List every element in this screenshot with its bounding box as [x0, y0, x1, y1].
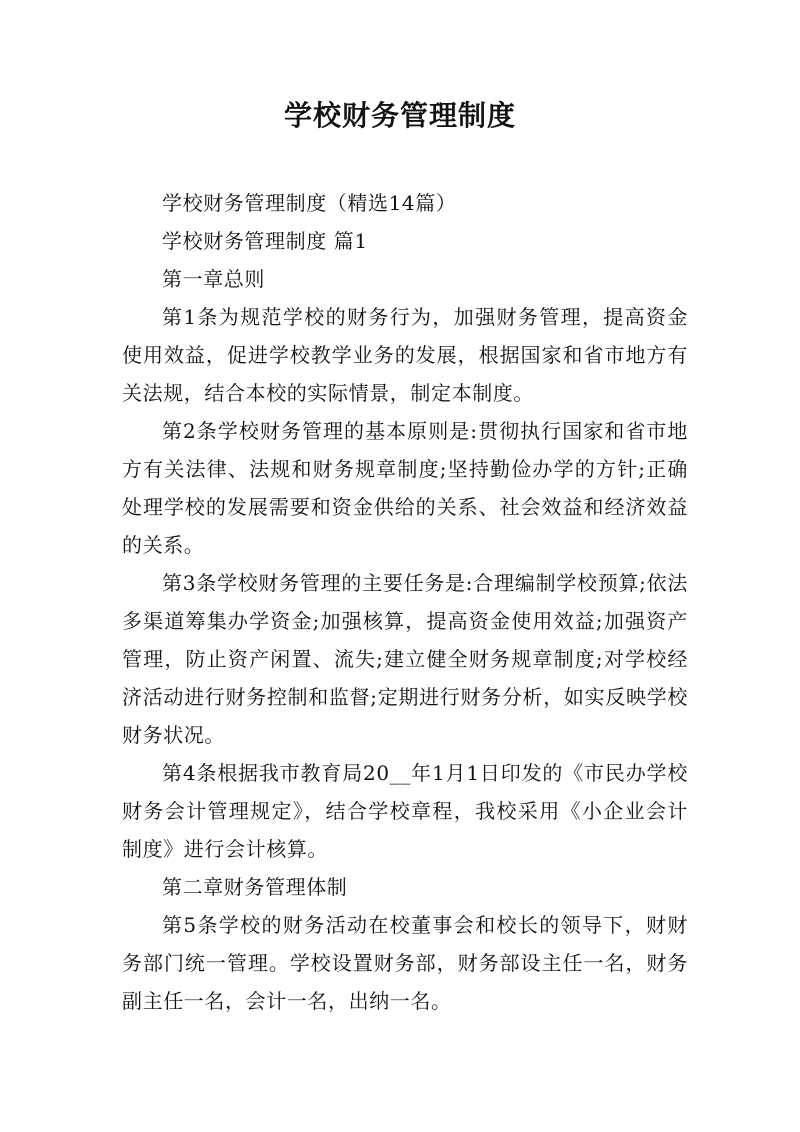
- document-body: [122, 184, 688, 1020]
- paragraph-section-heading: 学校财务管理制度 篇1: [162, 229, 368, 253]
- paragraph-article-4: 第4条根据我市教育局20__年1月1日印发的《市民办学校财务会计管理规定》，结合学校章程，我校采用《小企业会计制度》进行会计核算。: [122, 761, 688, 861]
- document-title: 学校财务管理制度: [283, 99, 516, 132]
- paragraph-chapter-1-heading: 第一章总则: [162, 267, 265, 291]
- paragraph-article-2: 第2条学校财务管理的基本原则是:贯彻执行国家和省市地方有关法律、法规和财务规章制度;坚持勤俭办学的方针;正确处理学校的发展需要和资金供给的关系、社会效益和经济效益的关系。: [122, 419, 688, 557]
- paragraph-article-3: 第3条学校财务管理的主要任务是:合理编制学校预算;依法多渠道筹集办学资金;加强核算，提高资金使用效益;加强资产管理，防止资产闲置、流失;建立健全财务规章制度;对学校经济活动进行财务控制和监督;定期进行财务分析，如实反映学校财务状况。: [122, 571, 688, 747]
- paragraph-article-5: 第5条学校的财务活动在校董事会和校长的领导下，财财务部门统一管理。学校设置财务部，财务部设主任一名，财务副主任一名，会计一名，出纳一名。: [122, 913, 688, 1013]
- paragraph-article-1: 第1条为规范学校的财务行为，加强财务管理，提高资金使用效益，促进学校教学业务的发展，根据国家和省市地方有关法规，结合本校的实际情景，制定本制度。: [122, 305, 688, 405]
- paragraph-chapter-2-heading: 第二章财务管理体制: [162, 875, 348, 899]
- paragraph-subtitle: 学校财务管理制度（精选14篇）: [162, 191, 457, 215]
